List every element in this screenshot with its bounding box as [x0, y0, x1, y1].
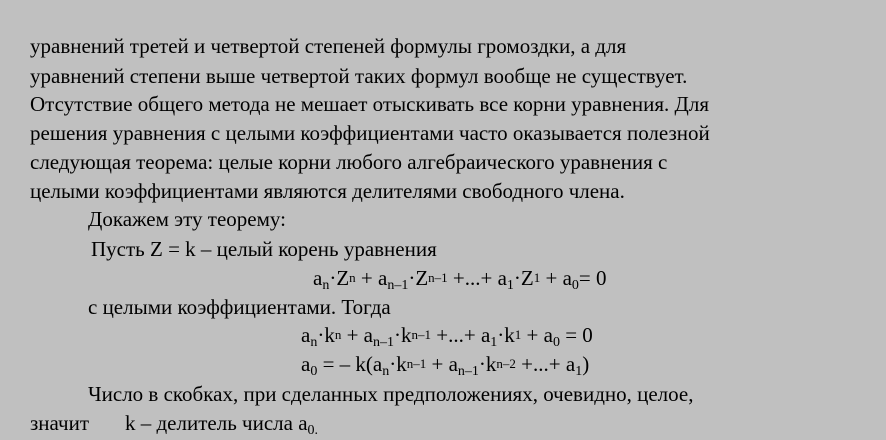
paragraph-line: уравнений степени выше четвертой таких формул вообще не существует.	[30, 64, 688, 88]
paragraph-line: Отсутствие общего метода не мешает отыскивать все корни уравнения. Для	[30, 92, 710, 116]
proof-intro: Докажем эту теорему:	[88, 207, 286, 231]
paragraph-line: решения уравнения с целыми коэффициентами часто оказывается полезной	[30, 121, 710, 145]
conclusion-line: Число в скобках, при сделанных предположениях, очевидно, целое,	[88, 382, 694, 406]
paragraph-line: следующая теорема: целые корни любого алгебраического уравнения с	[30, 150, 668, 174]
paragraph-line: целыми коэффициентами являются делителями свободного члена.	[30, 179, 625, 203]
let-statement: Пусть Z = k – целый корень уравнения	[91, 237, 437, 261]
paragraph-line: уравнений третей и четвертой степеней формулы громоздки, а для	[30, 34, 627, 58]
equation-polynomial-z: $a_n\cdot Z^n + a_{n-1}\cdot Z^{n-1}$ +...+ $a_1\cdot Z^1 + a_0= 0$	[313, 266, 607, 293]
equation-free-term: $a_0$ = – $k(a_n\cdot k^{n-1} + a_{n-1}\cdot k^{n-2}$ +...+ $a_1$)	[301, 352, 590, 379]
coefficients-line: с целыми коэффициентами. Тогда	[88, 295, 391, 319]
equation-polynomial-k: $a_n\cdot k^n + a_{n-1}\cdot k^{n-1}$ +...+ $a_1\cdot k^1 + a_0 = 0$	[301, 323, 593, 350]
final-line: значит k – делитель числа $a_{0.}$	[30, 411, 319, 438]
